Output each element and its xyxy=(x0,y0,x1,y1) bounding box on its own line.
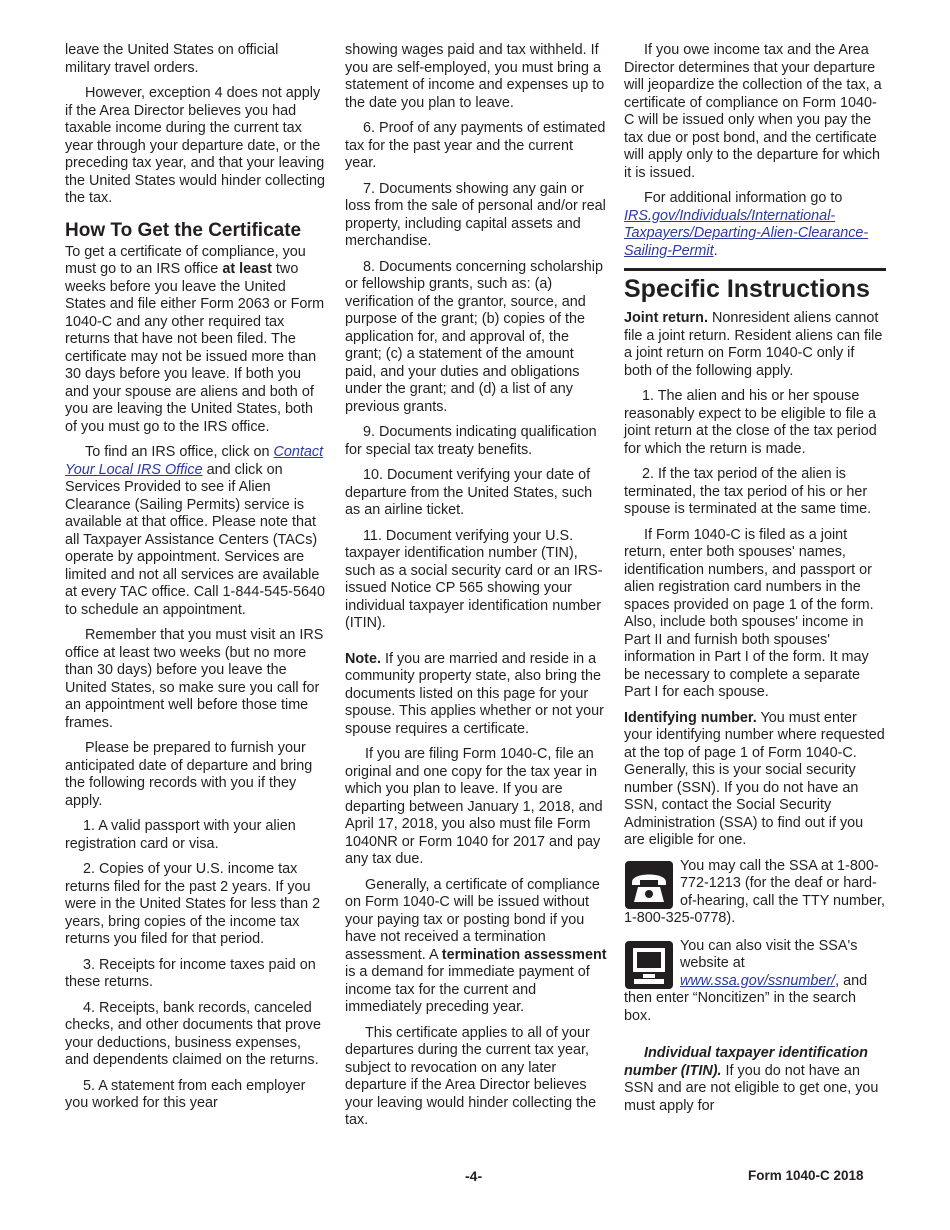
paragraph: For additional information go to IRS.gov/Individuals/International-Taxpayers/Departing-Alien-Clearance-Sailing-Permit. xyxy=(624,190,869,259)
list-item: 9. Documents indicating qualification for special tax treaty benefits. xyxy=(345,424,597,458)
paragraph: leave the United States on official military travel orders. xyxy=(65,42,279,76)
paragraph: Please be prepared to furnish your anticipated date of departure and bring the following records with you if they apply. xyxy=(65,740,313,809)
computer-icon xyxy=(624,940,674,990)
paragraph: To get a certificate of compliance, you must go to an IRS office at least two weeks before you leave the United States and file either Form 2063 or Form 1040-C and any other required tax returns that have not been filed. The certificate may not be issued more than 30 days before you leave. If both you and your spouse are aliens and both of you are leaving the United States, both of you must go to the IRS office. xyxy=(65,243,325,435)
list-item: 1. The alien and his or her spouse reasonably expect to be eligible to file a joint return at the close of the tax period for which the return is made. xyxy=(624,388,877,457)
paragraph: If Form 1040-C is filed as a joint return, enter both spouses' names, identification numbers, and passport or alien registration card numbers in the spaces provided on page 1 of the form. Also, include both spouses' income in Part II and furnish both spouses' information in Part I of the form. It may be necessary to complete a separate Part I for each spouse. xyxy=(624,526,874,700)
column-2 xyxy=(345,42,607,1138)
list-item: 4. Receipts, bank records, canceled checks, and other documents that prove your deductions, business expenses, and dependents claimed on the returns. xyxy=(65,999,321,1068)
form-name: Form 1040-C 2018 xyxy=(748,1168,864,1183)
list-item: 2. If the tax period of the alien is terminated, the tax period of his or her spouse is terminated at the same time. xyxy=(624,466,872,517)
list-item: 8. Documents concerning scholarship or fellowship grants, such as: (a) verification of the grantor, source, and purpose of the grant; (b) copies of the application for, and approval of, the grant; (c) a statement of the amount paid, and your duties and obligations under the grant; and (d) a list of any previous grants. xyxy=(345,258,603,415)
list-item: 7. Documents showing any gain or loss from the sale of personal and/or real property, including capital assets and merchandise. xyxy=(345,180,606,249)
list-item: 1. A valid passport with your alien registration card or visa. xyxy=(65,818,296,852)
note-paragraph: Note. If you are married and reside in a community property state, also bring the documents listed on this page for your spouse. This applies whether or not your spouse requires a certificate. xyxy=(345,650,604,737)
phone-callout xyxy=(624,858,886,928)
paragraph: If you owe income tax and the Area Director determines that your departure will jeopardize the collection of the tax, a certificate of compliance on Form 1040-C will be issued only when you pay the tax due or post bond, and the certificate will apply only to the departure for which it is issued. xyxy=(624,42,882,181)
section-heading: How To Get the Certificate xyxy=(65,219,302,241)
list-item: 2. Copies of your U.S. income tax returns filed for the past 2 years. If you were in the United States for less than 2 years, bring copies of the income tax returns you filed for that period. xyxy=(65,861,321,947)
list-item: 10. Document verifying your date of departure from the United States, such as an airline ticket. xyxy=(345,467,593,518)
list-item: 3. Receipts for income taxes paid on these returns. xyxy=(65,956,316,990)
paragraph: Remember that you must visit an IRS office at least two weeks (but no more than 30 days) before you leave the United States, so make sure you call for an appointment well before those time frames. xyxy=(65,627,324,731)
paragraph: Individual taxpayer identification number (ITIN). If you do not have an SSN and are not eligible to get one, you must apply for xyxy=(624,1045,879,1114)
list-item: 11. Document verifying your U.S. taxpayer identification number (TIN), such as a social security card or an IRS-issued Notice CP 565 showing your individual taxpayer identification number (ITIN). xyxy=(345,527,603,631)
paragraph: This certificate applies to all of your departures during the current tax year, subject to revocation on any later departure if the Area Director believes your leaving would hinder collecting the tax. xyxy=(345,1024,597,1128)
paragraph: If you are filing Form 1040-C, file an original and one copy for the tax year in which you plan to leave. If you are departing between January 1, 2018, and April 17, 2018, you also must file Form 1040NR or Form 1040 for 2017 and pay any tax due. xyxy=(345,746,603,867)
departing-alien-link[interactable]: IRS.gov/Individuals/International-Taxpayers/Departing-Alien-Clearance-Sailing-Permit xyxy=(624,207,869,259)
web-callout: You can also visit the SSA's website at www.ssa.gov/ssnumber/, and then enter “Noncitizen” in the search box. xyxy=(624,937,868,1024)
specific-instructions-heading: Specific Instructions xyxy=(624,268,886,304)
paragraph: Joint return. Nonresident aliens cannot file a joint return. Resident aliens can file a joint return on Form 1040-C only if both of the following apply. xyxy=(624,310,883,379)
list-item: 5. A statement from each employer you worked for this year xyxy=(65,1077,306,1111)
paragraph: However, exception 4 does not apply if the Area Director believes you had taxable income during the current tax year through your departure date, or the preceding tax year, and that your leaving the United States would hinder collecting the tax. xyxy=(65,85,325,206)
column-3 xyxy=(624,42,886,1123)
phone-text: You may call the SSA at 1-800-772-1213 (for the deaf or hard-of-hearing, call the TTY number, 1-800-325-0778). xyxy=(624,857,886,926)
list-item: 6. Proof of any payments of estimated tax for the past year and the current year. xyxy=(345,120,606,171)
paragraph: Generally, a certificate of compliance on Form 1040-C will be issued without your paying tax or posting bond if you have not received a termination assessment. A termination assessment is a demand for immediate payment of income tax for the current and immediately preceding year. xyxy=(345,876,607,1015)
page-number: -4- xyxy=(465,1168,483,1184)
column-1 xyxy=(65,42,327,1121)
paragraph: Identifying number. You must enter your identifying number where requested at the top of page 1 of Form 1040-C. Generally, this is your social security number (SSN). If you do not have an SSN, contact the Social Security Administration (SSA) to find out if you are eligible for one. xyxy=(624,709,885,848)
telephone-icon xyxy=(624,860,674,910)
paragraph: To find an IRS office, click on Contact Your Local IRS Office and click on Services Provided to see if Alien Clearance (Sailing Permits) service is available at that office. Please note that all Taxpayer Assistance Centers (TACs) operate by appointment. Services are limited and not all services are available at every TAC office. Call 1-844-545-5640 to schedule an appointment. xyxy=(65,444,325,618)
list-item: showing wages paid and tax withheld. If you are self-employed, you must bring a statement of income and expenses up to the date you plan to leave. xyxy=(345,42,605,111)
ssa-website-link[interactable]: www.ssa.gov/ssnumber/ xyxy=(680,972,836,989)
irs-office-link[interactable]: Contact Your Local IRS Office xyxy=(65,444,324,478)
